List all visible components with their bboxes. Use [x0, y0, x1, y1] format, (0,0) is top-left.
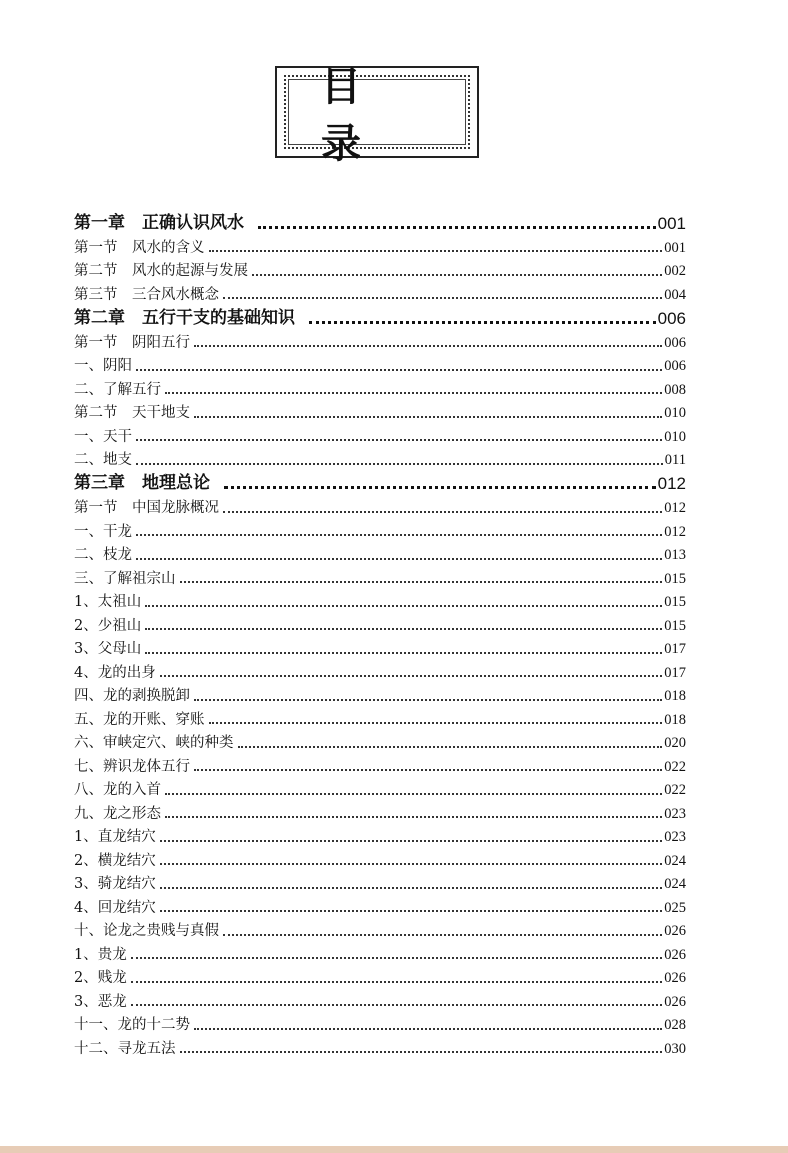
table-of-contents — [74, 207, 686, 1056]
toc-page-number: 006 — [664, 358, 686, 374]
toc-entry-label: 三、了解祖宗山 — [74, 570, 176, 587]
toc-page-number: 020 — [664, 735, 686, 751]
toc-page-number: 028 — [664, 1017, 686, 1033]
toc-page-number: 001 — [664, 239, 686, 256]
toc-row[interactable] — [74, 397, 686, 421]
toc-row[interactable] — [74, 962, 686, 986]
toc-dot-leader — [223, 930, 662, 936]
toc-page-number: 011 — [664, 452, 686, 468]
toc-page-number: 022 — [664, 758, 686, 775]
toc-page-number: 004 — [664, 286, 686, 303]
toc-dot-leader — [252, 270, 662, 276]
page-title: 目 录 — [321, 63, 405, 167]
toc-row[interactable] — [74, 586, 686, 610]
toc-dot-leader — [165, 789, 662, 795]
toc-dot-leader — [136, 365, 662, 371]
toc-dot-leader — [180, 1047, 663, 1053]
toc-dot-leader — [194, 412, 662, 418]
toc-page-number: 024 — [664, 852, 686, 869]
toc-row[interactable] — [74, 492, 686, 516]
toc-dot-leader — [160, 671, 663, 677]
toc-row[interactable] — [74, 1009, 686, 1033]
toc-row[interactable] — [74, 350, 686, 374]
toc-page-number: 018 — [664, 711, 686, 728]
toc-row[interactable] — [74, 868, 686, 892]
toc-entry-label: 2、贱龙 — [74, 970, 127, 986]
toc-entry-label: 第一节 风水的含义 — [74, 239, 205, 256]
toc-entry-label: 第一节 中国龙脉概况 — [74, 500, 219, 516]
toc-dot-leader — [194, 341, 662, 347]
toc-dot-leader — [194, 695, 662, 701]
toc-entry-label: 四、龙的剥换脱卸 — [74, 688, 190, 704]
toc-page-number: 017 — [664, 641, 686, 657]
toc-entry-label: 第三章 地理总论 — [74, 473, 210, 493]
toc-entry-label: 十二、寻龙五法 — [74, 1040, 176, 1057]
toc-dot-leader — [136, 459, 663, 465]
toc-page-number: 015 — [664, 594, 686, 610]
toc-page-number: 030 — [664, 1040, 686, 1057]
toc-dot-leader — [223, 507, 662, 513]
toc-row[interactable] — [74, 279, 686, 303]
toc-dot-leader — [309, 317, 656, 324]
toc-row[interactable] — [74, 327, 686, 351]
toc-page-number: 012 — [664, 523, 686, 540]
toc-row[interactable] — [74, 892, 686, 916]
title-frame — [275, 63, 479, 167]
toc-page-number: 026 — [664, 946, 686, 963]
toc-entry-label: 二、了解五行 — [74, 381, 161, 398]
toc-entry-label: 4、回龙结穴 — [74, 899, 156, 916]
toc-dot-leader — [131, 977, 663, 983]
toc-row[interactable] — [74, 255, 686, 279]
toc-entry-label: 五、龙的开账、穿账 — [74, 711, 205, 728]
toc-entry-label: 第一章 正确认识风水 — [74, 212, 244, 233]
toc-row[interactable] — [74, 421, 686, 445]
toc-row[interactable] — [74, 821, 686, 845]
toc-dot-leader — [145, 601, 662, 607]
toc-entry-label: 2、少祖山 — [74, 617, 142, 634]
toc-row[interactable] — [74, 232, 686, 256]
toc-entry-label: 九、龙之形态 — [74, 805, 161, 822]
toc-dot-leader — [136, 530, 662, 536]
toc-row[interactable] — [74, 633, 686, 657]
toc-entry-label: 1、太祖山 — [74, 594, 142, 610]
toc-row[interactable] — [74, 751, 686, 775]
toc-page-number: 006 — [664, 334, 686, 351]
toc-page-number: 002 — [664, 263, 686, 279]
toc-page-number: 026 — [664, 993, 686, 1010]
toc-entry-label: 3、父母山 — [74, 641, 142, 657]
toc-dot-leader — [136, 554, 662, 560]
toc-dot-leader — [209, 718, 663, 724]
toc-page-number: 024 — [664, 876, 686, 892]
toc-row[interactable] — [74, 1033, 686, 1057]
toc-row[interactable] — [74, 374, 686, 398]
toc-row[interactable] — [74, 727, 686, 751]
toc-entry-label: 一、阴阳 — [74, 358, 132, 374]
toc-page-number: 010 — [664, 428, 686, 445]
page-bottom-bar — [0, 1146, 788, 1153]
toc-entry-label: 3、骑龙结穴 — [74, 876, 156, 892]
toc-chapter-row[interactable] — [74, 468, 686, 493]
toc-page-number: 013 — [664, 547, 686, 563]
toc-dot-leader — [180, 577, 663, 583]
toc-dot-leader — [165, 388, 662, 394]
toc-page-number: 022 — [664, 782, 686, 798]
toc-dot-leader — [160, 836, 663, 842]
toc-row[interactable] — [74, 657, 686, 681]
toc-dot-leader — [223, 293, 662, 299]
toc-dot-leader — [224, 482, 656, 489]
toc-row[interactable] — [74, 798, 686, 822]
toc-row[interactable] — [74, 915, 686, 939]
toc-dot-leader — [165, 812, 662, 818]
toc-page-number: 017 — [664, 664, 686, 681]
toc-entry-label: 第三节 三合风水概念 — [74, 286, 219, 303]
toc-dot-leader — [160, 883, 663, 889]
toc-page-number: 015 — [664, 570, 686, 587]
toc-page-number: 026 — [664, 923, 686, 939]
toc-entry-label: 二、枝龙 — [74, 547, 132, 563]
toc-row[interactable] — [74, 539, 686, 563]
toc-page-number: 010 — [664, 405, 686, 421]
toc-entry-label: 3、恶龙 — [74, 993, 127, 1010]
toc-entry-label: 1、贵龙 — [74, 946, 127, 963]
toc-page-number: 018 — [664, 688, 686, 704]
toc-row[interactable] — [74, 563, 686, 587]
toc-dot-leader — [145, 648, 662, 654]
toc-page-number: 023 — [664, 829, 686, 845]
toc-entry-label: 十一、龙的十二势 — [74, 1017, 190, 1033]
toc-page-number: 025 — [664, 899, 686, 916]
toc-row[interactable] — [74, 774, 686, 798]
toc-row[interactable] — [74, 704, 686, 728]
toc-row[interactable] — [74, 516, 686, 540]
toc-dot-leader — [136, 435, 662, 441]
toc-page-number: 012 — [664, 500, 686, 516]
toc-row[interactable] — [74, 444, 686, 468]
toc-entry-label: 第一节 阴阳五行 — [74, 334, 190, 351]
toc-page-number: 026 — [664, 970, 686, 986]
toc-entry-label: 一、天干 — [74, 428, 132, 445]
toc-dot-leader — [160, 859, 663, 865]
toc-row[interactable] — [74, 610, 686, 634]
toc-dot-leader — [145, 624, 662, 630]
toc-dot-leader — [258, 222, 656, 229]
toc-page-number: 023 — [664, 805, 686, 822]
toc-dot-leader — [194, 765, 662, 771]
toc-chapter-row[interactable] — [74, 207, 686, 232]
toc-dot-leader — [194, 1024, 662, 1030]
toc-dot-leader — [131, 953, 663, 959]
toc-entry-label: 第二章 五行干支的基础知识 — [74, 307, 295, 328]
toc-page-number: 012 — [657, 474, 686, 493]
toc-dot-leader — [160, 906, 663, 912]
toc-entry-label: 第二节 天干地支 — [74, 405, 190, 421]
toc-row[interactable] — [74, 680, 686, 704]
toc-row[interactable] — [74, 845, 686, 869]
toc-entry-label: 1、直龙结穴 — [74, 829, 156, 845]
toc-entry-label: 2、横龙结穴 — [74, 852, 156, 869]
toc-entry-label: 七、辨识龙体五行 — [74, 758, 190, 775]
toc-row[interactable] — [74, 939, 686, 963]
toc-page-number: 008 — [664, 381, 686, 398]
toc-chapter-row[interactable] — [74, 302, 686, 327]
toc-entry-label: 第二节 风水的起源与发展 — [74, 263, 248, 279]
toc-row[interactable] — [74, 986, 686, 1010]
toc-entry-label: 八、龙的入首 — [74, 782, 161, 798]
toc-dot-leader — [238, 742, 663, 748]
toc-dot-leader — [131, 1000, 663, 1006]
toc-entry-label: 一、干龙 — [74, 523, 132, 540]
toc-dot-leader — [209, 246, 663, 252]
toc-entry-label: 二、地支 — [74, 452, 132, 468]
toc-page-number: 001 — [657, 213, 686, 233]
toc-page-number: 006 — [657, 308, 686, 328]
toc-entry-label: 十、论龙之贵贱与真假 — [74, 923, 219, 939]
toc-entry-label: 六、审峡定穴、峡的种类 — [74, 735, 234, 751]
toc-entry-label: 4、龙的出身 — [74, 664, 156, 681]
toc-page-number: 015 — [664, 617, 686, 634]
